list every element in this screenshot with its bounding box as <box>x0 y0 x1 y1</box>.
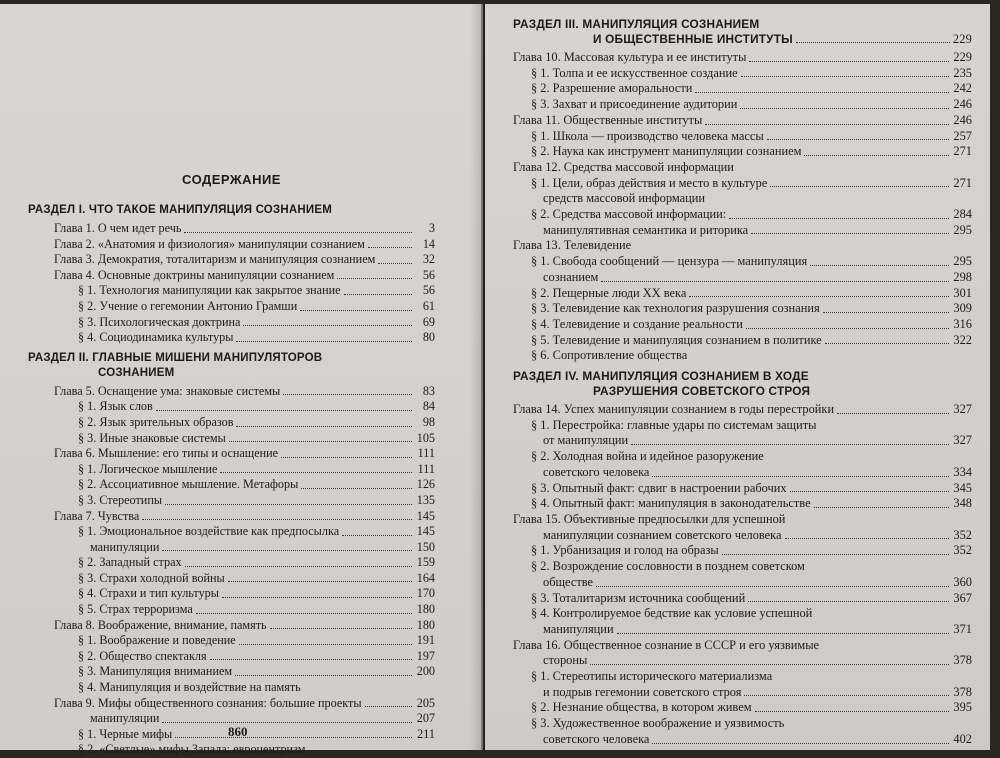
entry-title: § 1. Школа — производство человека массы <box>531 128 764 143</box>
leader-dots <box>162 722 412 723</box>
toc-paragraph-entry <box>28 283 435 299</box>
entry-title: § 1. Свобода сообщений — цензура — манипуляция <box>531 254 808 269</box>
toc-paragraph-entry <box>513 622 972 638</box>
entry-page-number: 126 <box>416 477 435 492</box>
entry-title: § 1. Толпа и ее искусственное создание <box>531 65 738 80</box>
leader-dots <box>196 613 412 614</box>
section-heading-text: РАЗДЕЛ I. ЧТО ТАКОЕ МАНИПУЛЯЦИЯ СОЗНАНИЕМ <box>28 204 332 216</box>
toc-paragraph-entry <box>513 176 972 192</box>
entry-title: § 4. Контролируемое бедствие как условие успешной <box>531 606 813 621</box>
entry-title: § 6. Сопротивление общества <box>531 348 688 363</box>
leader-dots <box>740 108 949 109</box>
entry-page-number: 56 <box>422 283 435 298</box>
entry-page-number: 378 <box>953 684 972 699</box>
entry-title: § 3. Опытный факт: сдвиг в настроении рабочих <box>531 480 787 495</box>
entry-title: средств массовой информации <box>543 191 705 206</box>
leader-dots <box>722 554 949 555</box>
entry-page-number: 80 <box>422 330 435 345</box>
entry-title: § 2. Незнание общества, в котором живем <box>531 700 752 715</box>
entry-title: манипуляции <box>90 711 160 726</box>
entry-page-number: 322 <box>953 332 972 347</box>
toc-paragraph-entry <box>513 317 972 333</box>
entry-title: § 5. Телевидение и манипуляция сознанием в политике <box>531 332 822 347</box>
toc-paragraph-entry <box>28 315 435 331</box>
toc-paragraph-entry <box>28 633 435 649</box>
entry-title: Глава 7. Чувства <box>54 508 140 523</box>
leader-dots <box>235 675 412 676</box>
entry-page-number: 191 <box>416 633 435 648</box>
entry-title: Глава 2. «Анатомия и физиология» манипуляции сознанием <box>54 236 365 251</box>
toc-paragraph-entry <box>28 330 435 346</box>
toc-chapter-entry <box>28 384 435 400</box>
toc-paragraph-entry <box>513 465 972 481</box>
entry-title: § 2. Учение о гегемонии Антонио Грамши <box>78 298 298 313</box>
entry-title: § 3. Художественное воображение и уязвимость <box>531 716 785 731</box>
leader-dots <box>695 92 949 93</box>
entry-title: Глава 1. О чем идет речь <box>54 221 182 235</box>
leader-dots <box>229 441 412 442</box>
toc-paragraph-entry <box>513 207 972 223</box>
toc-chapter-entry <box>513 238 972 254</box>
entry-page-number: 145 <box>416 524 435 539</box>
page-number: 860 <box>228 724 248 739</box>
entry-page-number: 150 <box>416 539 435 554</box>
toc-paragraph-entry <box>513 254 972 270</box>
leader-dots <box>601 281 949 282</box>
entry-page-number: 98 <box>422 414 435 429</box>
leader-dots <box>785 538 949 539</box>
leader-dots <box>804 155 949 156</box>
toc-title: СОДЕРЖАНИЕ <box>182 172 281 187</box>
entry-title: § 2. «Светлые» мифы Запада: евроцентризм <box>78 742 306 757</box>
leader-dots <box>814 507 949 508</box>
entry-title: Глава 6. Мышление: его типы и оснащение <box>54 446 279 461</box>
entry-page-number: 301 <box>953 285 972 300</box>
toc-paragraph-entry <box>513 129 972 145</box>
leader-dots <box>749 61 949 62</box>
entry-page-number: 242 <box>953 81 972 96</box>
toc-paragraph-entry <box>513 433 972 449</box>
entry-page-number: 105 <box>416 430 435 445</box>
entry-page-number: 295 <box>953 222 972 237</box>
entry-page-number: 84 <box>422 399 435 414</box>
entry-page-number: 235 <box>953 65 972 80</box>
entry-page-number: 180 <box>416 617 435 632</box>
entry-page-number: 271 <box>953 144 972 159</box>
entry-page-number: 229 <box>953 50 972 64</box>
leader-dots <box>337 278 412 279</box>
entry-title: § 3. Психологическая доктрина <box>78 314 241 329</box>
toc-chapter-entry <box>28 221 435 237</box>
toc-paragraph-entry <box>513 270 972 286</box>
toc-chapter-entry <box>28 696 435 712</box>
entry-page-number: 360 <box>953 574 972 589</box>
entry-page-number: 316 <box>953 316 972 331</box>
entry-title: § 4. Социодинамика культуры <box>78 330 234 345</box>
leader-dots <box>810 265 949 266</box>
leader-dots <box>770 186 949 187</box>
toc-paragraph-entry <box>513 223 972 239</box>
entry-title: § 2. Западный страх <box>78 555 182 570</box>
section-heading <box>513 369 972 399</box>
leader-dots <box>631 444 949 445</box>
entry-title: от манипуляции <box>543 433 629 448</box>
entry-page-number: 197 <box>416 648 435 663</box>
entry-title: § 3. Манипуляция вниманием <box>78 664 233 679</box>
entry-title: Глава 4. Основные доктрины манипуляции сознанием <box>54 267 335 282</box>
section-heading-continuation: И ОБЩЕСТВЕННЫЕ ИНСТИТУТЫ <box>593 32 793 46</box>
entry-page-number: 56 <box>422 267 435 282</box>
toc-chapter-entry <box>28 446 435 462</box>
toc-paragraph-entry <box>28 680 435 696</box>
toc-paragraph-entry <box>513 591 972 607</box>
leader-dots <box>796 42 950 43</box>
toc-paragraph-entry <box>513 559 972 575</box>
toc-paragraph-entry <box>513 496 972 512</box>
toc-paragraph-entry <box>513 97 972 113</box>
entry-page-number: 402 <box>953 731 972 746</box>
toc-paragraph-entry <box>513 418 972 434</box>
entry-page-number: 246 <box>953 97 972 112</box>
leader-dots <box>823 312 949 313</box>
entry-page-number: 352 <box>953 543 972 558</box>
leader-dots <box>378 263 412 264</box>
entry-title: § 1. Эмоциональное воздействие как предпосылка <box>78 524 340 539</box>
toc-paragraph-entry <box>513 449 972 465</box>
entry-page-number: 200 <box>416 664 435 679</box>
toc-paragraph-entry <box>513 286 972 302</box>
entry-title: стороны <box>543 653 588 668</box>
entry-title: § 2. Средства массовой информации: <box>531 207 727 222</box>
leader-dots <box>222 597 412 598</box>
toc-paragraph-entry <box>28 299 435 315</box>
entry-title: § 5. Страх терроризма <box>78 602 193 617</box>
leader-dots <box>210 659 412 660</box>
entry-title: Глава 5. Оснащение ума: знаковые системы <box>54 383 281 398</box>
leader-dots <box>590 664 949 665</box>
toc-paragraph-entry <box>513 66 972 82</box>
toc-paragraph-entry <box>513 575 972 591</box>
toc-paragraph-entry <box>28 649 435 665</box>
toc-paragraph-entry <box>513 144 972 160</box>
toc-chapter-entry <box>513 638 972 654</box>
toc-paragraph-entry <box>28 462 435 478</box>
leader-dots <box>751 233 949 234</box>
entry-title: § 1. Урбанизация и голод на образы <box>531 543 719 558</box>
leader-dots <box>236 426 412 427</box>
entry-page-number: 298 <box>953 269 972 284</box>
leader-dots <box>746 328 949 329</box>
entry-page-number: 159 <box>416 555 435 570</box>
section-heading <box>513 17 972 47</box>
entry-page-number: 257 <box>953 128 972 143</box>
toc-paragraph-entry <box>513 481 972 497</box>
section-heading-continuation: РАЗРУШЕНИЯ СОВЕТСКОГО СТРОЯ <box>593 384 811 399</box>
entry-title: § 1. Черные мифы <box>78 726 173 741</box>
toc-paragraph-entry <box>513 606 972 622</box>
toc-paragraph-entry <box>28 586 435 602</box>
toc-paragraph-entry <box>28 399 435 415</box>
toc-paragraph-entry <box>513 653 972 669</box>
leader-dots <box>729 218 949 219</box>
entry-page-number: 327 <box>953 433 972 448</box>
entry-title: и подрыв гегемонии советского строя <box>543 684 742 699</box>
leader-dots <box>156 410 412 411</box>
toc-paragraph-entry <box>513 348 972 364</box>
entry-title: Глава 12. Средства массовой информации <box>513 159 734 174</box>
leader-dots <box>220 472 412 473</box>
show-through-text <box>150 48 450 160</box>
left-toc <box>28 203 435 758</box>
leader-dots <box>755 711 949 712</box>
entry-page-number: 378 <box>953 653 972 668</box>
entry-page-number: 205 <box>416 695 435 710</box>
leader-dots <box>344 294 412 295</box>
entry-page-number: 309 <box>953 301 972 316</box>
toc-paragraph-entry <box>513 81 972 97</box>
toc-chapter-entry <box>28 252 435 268</box>
entry-page-number: 170 <box>416 586 435 601</box>
leader-dots <box>165 504 412 505</box>
leader-dots <box>228 581 412 582</box>
entry-page-number: 145 <box>416 508 435 523</box>
entry-page-number: 211 <box>417 726 435 741</box>
leader-dots <box>281 457 412 458</box>
toc-paragraph-entry <box>28 524 435 540</box>
entry-title: § 3. Страхи холодной войны <box>78 570 225 585</box>
entry-title: сознанием <box>543 269 599 284</box>
toc-paragraph-entry <box>28 602 435 618</box>
entry-page-number: 32 <box>422 252 435 267</box>
entry-title: Глава 15. Объективные предпосылки для успешной <box>513 511 786 526</box>
toc-paragraph-entry <box>513 669 972 685</box>
entry-page-number: 284 <box>953 207 972 222</box>
entry-title: § 2. Разрешение аморальности <box>531 81 693 96</box>
leader-dots <box>689 296 949 297</box>
entry-title: § 2. Язык зрительных образов <box>78 414 234 429</box>
section-heading-text: РАЗДЕЛ IV. МАНИПУЛЯЦИЯ СОЗНАНИЕМ В ХОДЕ <box>513 369 809 384</box>
leader-dots <box>596 586 949 587</box>
entry-title: § 1. Логическое мышление <box>78 461 218 476</box>
entry-page-number: 371 <box>953 621 972 636</box>
entry-page-number: 164 <box>416 570 435 585</box>
leader-dots <box>741 76 949 77</box>
entry-title: Глава 9. Мифы общественного сознания: большие проекты <box>54 695 362 710</box>
right-toc <box>513 17 972 748</box>
entry-title: § 4. Манипуляция и воздействие на память <box>78 680 301 695</box>
section-heading-continuation: СОЗНАНИЕМ <box>98 366 175 379</box>
entry-page-number: 61 <box>422 298 435 313</box>
entry-page-number: 327 <box>953 402 972 417</box>
section-heading-text: РАЗДЕЛ III. МАНИПУЛЯЦИЯ СОЗНАНИЕМ <box>513 17 760 31</box>
entry-page-number: 83 <box>422 383 435 398</box>
toc-chapter-entry <box>513 402 972 418</box>
leader-dots <box>162 550 412 551</box>
entry-page-number: 271 <box>953 175 972 190</box>
entry-title: § 3. Телевидение как технология разрушения сознания <box>531 301 820 316</box>
toc-paragraph-entry <box>28 477 435 493</box>
section-heading-text: РАЗДЕЛ II. ГЛАВНЫЕ МИШЕНИ МАНИПУЛЯТОРОВ <box>28 351 323 364</box>
entry-title: манипуляции <box>543 621 614 636</box>
entry-title: § 1. Воображение и поведение <box>78 633 236 648</box>
entry-title: § 4. Страхи и тип культуры <box>78 586 219 601</box>
leader-dots <box>748 601 949 602</box>
leader-dots <box>142 519 412 520</box>
toc-paragraph-entry <box>513 716 972 732</box>
entry-title: § 3. Иные знаковые системы <box>78 430 226 445</box>
section-page-number: 229 <box>952 32 972 46</box>
entry-page-number: 3 <box>428 221 435 235</box>
entry-page-number: 111 <box>417 461 435 476</box>
entry-title: Глава 10. Массовая культура и ее институты <box>513 50 747 64</box>
entry-title: § 2. Ассоциативное мышление. Метафоры <box>78 477 299 492</box>
entry-page-number: 69 <box>422 314 435 329</box>
toc-paragraph-entry <box>513 685 972 701</box>
toc-chapter-entry <box>28 509 435 525</box>
entry-title: § 1. Перестройка: главные удары по системам защиты <box>531 417 817 432</box>
leader-dots <box>767 139 949 140</box>
leader-dots <box>705 124 949 125</box>
toc-paragraph-entry <box>513 700 972 716</box>
entry-title: § 2. Общество спектакля <box>78 648 207 663</box>
entry-title: обществе <box>543 574 594 589</box>
entry-title: § 2. Наука как инструмент манипуляции сознанием <box>531 144 802 159</box>
leader-dots <box>300 310 412 311</box>
entry-page-number: 352 <box>953 527 972 542</box>
toc-chapter-entry <box>513 50 972 66</box>
entry-title: советского человека <box>543 464 650 479</box>
leader-dots <box>652 743 949 744</box>
entry-title: Глава 8. Воображение, внимание, память <box>54 617 267 632</box>
entry-page-number: 180 <box>416 602 435 617</box>
toc-paragraph-entry <box>513 301 972 317</box>
entry-page-number: 295 <box>953 254 972 269</box>
entry-title: Глава 16. Общественное сознание в СССР и его уязвимые <box>513 637 820 652</box>
leader-dots <box>837 413 949 414</box>
leader-dots <box>301 488 412 489</box>
entry-title: § 2. Возрождение сословности в позднем советском <box>531 559 805 574</box>
toc-paragraph-entry <box>28 431 435 447</box>
leader-dots <box>236 341 412 342</box>
entry-title: § 1. Язык слов <box>78 399 153 414</box>
entry-title: § 3. Тоталитаризм источника сообщений <box>531 590 746 605</box>
toc-paragraph-entry <box>28 415 435 431</box>
section-heading <box>28 351 435 381</box>
entry-page-number: 207 <box>416 711 435 726</box>
toc-paragraph-entry <box>28 555 435 571</box>
entry-title: Глава 14. Успех манипуляции сознанием в годы перестройки <box>513 402 835 417</box>
leader-dots <box>368 247 412 248</box>
entry-page-number: 246 <box>953 112 972 127</box>
entry-page-number: 367 <box>953 590 972 605</box>
leader-dots <box>825 343 949 344</box>
leader-dots <box>744 695 949 696</box>
leader-dots <box>617 633 949 634</box>
entry-title: § 2. Холодная война и идейное разоружение <box>531 449 764 464</box>
toc-chapter-entry <box>28 237 435 253</box>
right-page <box>485 4 990 750</box>
entry-title: § 4. Телевидение и создание реальности <box>531 316 743 331</box>
toc-chapter-entry <box>28 618 435 634</box>
leader-dots <box>185 566 412 567</box>
entry-page-number: 348 <box>953 496 972 511</box>
toc-paragraph-entry <box>28 540 435 556</box>
entry-title: Глава 13. Телевидение <box>513 238 632 253</box>
left-page <box>0 4 483 757</box>
toc-paragraph-entry <box>513 333 972 349</box>
leader-dots <box>175 737 412 738</box>
leader-dots <box>270 628 412 629</box>
leader-dots <box>184 232 412 233</box>
section-heading <box>28 203 435 218</box>
leader-dots <box>342 535 412 536</box>
entry-page-number: 111 <box>417 446 435 461</box>
entry-title: манипуляции <box>90 539 160 554</box>
entry-title: Глава 3. Демократия, тоталитаризм и манипуляция сознанием <box>54 252 376 267</box>
toc-paragraph-entry <box>28 664 435 680</box>
entry-title: § 2. Пещерные люди XX века <box>531 285 687 300</box>
toc-chapter-entry <box>513 113 972 129</box>
toc-paragraph-entry <box>28 742 435 758</box>
entry-page-number: 395 <box>953 700 972 715</box>
toc-paragraph-entry <box>513 528 972 544</box>
entry-title: манипулятивная семантика и риторика <box>543 222 749 237</box>
leader-dots <box>365 706 412 707</box>
leader-dots <box>243 325 412 326</box>
entry-title: манипуляции сознанием советского человека <box>543 527 782 542</box>
entry-page-number: 345 <box>953 480 972 495</box>
entry-title: советского человека <box>543 731 650 746</box>
entry-title: § 3. Захват и присоединение аудитории <box>531 97 738 112</box>
entry-title: § 1. Цели, образ действия и место в культуре <box>531 175 768 190</box>
toc-paragraph-entry <box>28 493 435 509</box>
toc-paragraph-entry <box>513 191 972 207</box>
toc-chapter-entry <box>513 160 972 176</box>
entry-title: § 1. Технология манипуляции как закрытое знание <box>78 283 341 298</box>
leader-dots <box>790 491 949 492</box>
entry-title: Глава 11. Общественные институты <box>513 112 703 127</box>
toc-paragraph-entry <box>513 543 972 559</box>
entry-title: § 3. Стереотипы <box>78 492 163 507</box>
toc-chapter-entry <box>28 268 435 284</box>
toc-paragraph-entry <box>513 732 972 748</box>
entry-page-number: 14 <box>422 236 435 251</box>
entry-page-number: 135 <box>416 492 435 507</box>
leader-dots <box>283 394 412 395</box>
entry-page-number: 334 <box>953 464 972 479</box>
entry-title: § 1. Стереотипы исторического материализма <box>531 669 773 684</box>
toc-chapter-entry <box>513 512 972 528</box>
entry-title: § 4. Опытный факт: манипуляция в законодательстве <box>531 496 811 511</box>
leader-dots <box>239 644 412 645</box>
leader-dots <box>652 476 949 477</box>
toc-paragraph-entry <box>28 571 435 587</box>
